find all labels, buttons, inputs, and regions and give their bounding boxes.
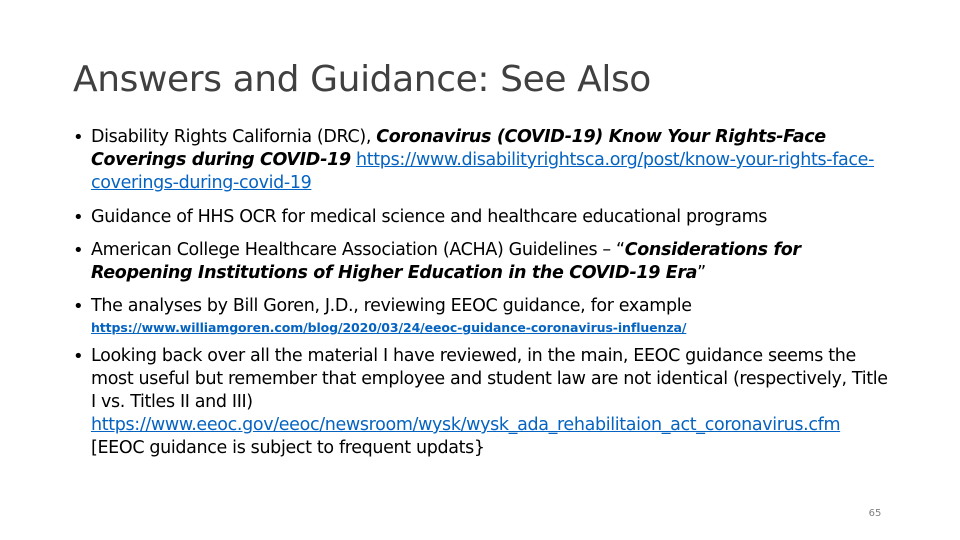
page-number: 65 [868, 508, 882, 519]
bullet-icon: • [73, 127, 84, 148]
bullet-icon: • [73, 207, 84, 228]
bullet-text: The analyses by Bill Goren, J.D., reviewing EEOC guidance, for example [91, 296, 692, 316]
bullet-text: American College Healthcare Association (ACHA) Guidelines – “Considerations for Reopening Institutions of Higher Education in the COVID-19 Era” [91, 240, 801, 283]
bullet-icon: • [73, 296, 84, 317]
bullet-text: Looking back over all the material I have reviewed, in the main, EEOC guidance seems the most useful but remember that employee and student law are not identical (respectively, Title I vs. Titles II and III) https://www.eeoc.gov/eeoc/newsroom/wysk/wysk_ada_rehabilitaion_act_coronavirus.cfm [EEOC guidance is subject to frequent updats} [91, 346, 888, 458]
drc-resource-title: Coronavirus (COVID-19) Know Your Rights-Face Coverings during COVID-19 [91, 127, 826, 170]
bullet-icon: • [73, 346, 84, 367]
bullet-item-acha [73, 239, 893, 285]
bullet-item-eeoc [73, 345, 893, 460]
drc-prefix: Disability Rights California (DRC), [91, 127, 377, 147]
bullet-icon: • [73, 240, 84, 261]
goren-link-line [73, 319, 893, 337]
bullet-text [91, 319, 893, 337]
bullet-text [91, 126, 893, 195]
drc-link[interactable]: https://www.disabilityrightsca.org/post/know-your-rights-face-coverings-during-covid-19 [91, 150, 875, 193]
acha-resource-title: Considerations for Reopening Institutions of Higher Education in the COVID-19 Era [91, 240, 801, 283]
bullet-text: Guidance of HHS OCR for medical science and healthcare educational programs [91, 207, 768, 227]
bullet-item-hhs [73, 206, 893, 229]
goren-link[interactable]: https://www.williamgoren.com/blog/2020/03/24/eeoc-guidance-coronavirus-influenza/ [91, 320, 687, 335]
bullet-item-drc [73, 126, 893, 195]
slide-title: Answers and Guidance: See Also [73, 59, 651, 100]
bullet-item-goren [73, 295, 893, 318]
eeoc-link[interactable]: https://www.eeoc.gov/eeoc/newsroom/wysk/wysk_ada_rehabilitaion_act_coronavirus.cfm [91, 415, 841, 435]
